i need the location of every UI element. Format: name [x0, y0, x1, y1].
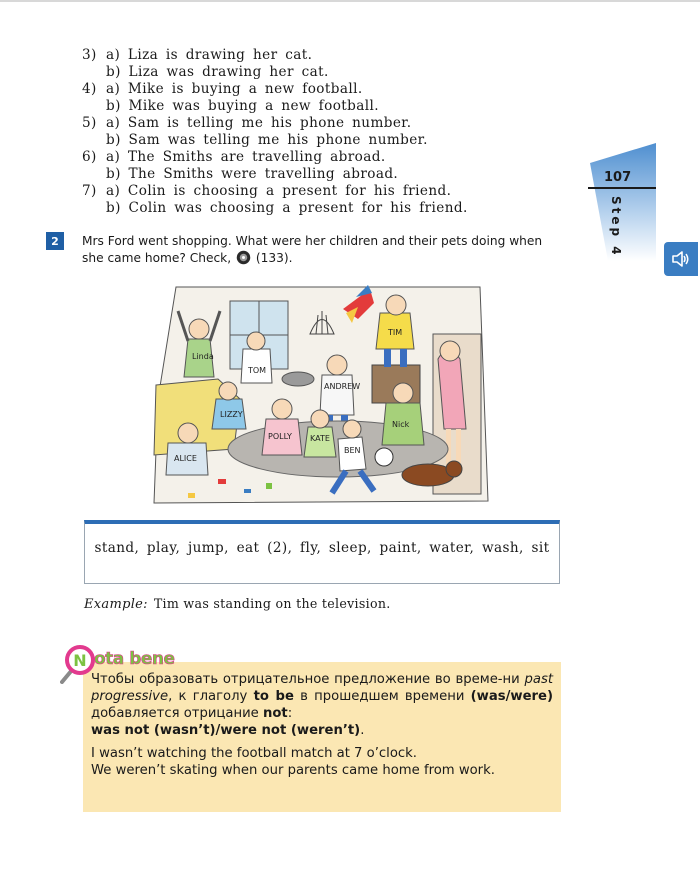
list-item: b) Sam was telling me his phone number. — [106, 132, 428, 148]
divider — [588, 187, 656, 189]
name-tag: BEN — [344, 446, 361, 455]
nota-bene-badge — [60, 640, 200, 684]
list-item: b) Mike was buying a new football. — [106, 98, 379, 114]
page-number: 107 — [604, 170, 632, 185]
speaker-icon — [671, 250, 691, 268]
name-tag: Linda — [192, 352, 214, 361]
list-item: b) The Smiths were travelling abroad. — [106, 166, 399, 182]
example-label: Example: — [84, 597, 148, 612]
example-sentence: I wasn’t watching the football match at 7 o’clock. — [91, 746, 417, 761]
word-box — [84, 520, 560, 584]
nota-bene-badge-text: ota bene — [94, 649, 175, 669]
nota-bene-badge-letter: N — [73, 651, 87, 670]
name-tag: Nick — [392, 420, 410, 429]
list-item: 5) a) Sam is telling me his phone number. — [82, 115, 412, 131]
living-room-illustration — [148, 279, 490, 506]
list-item: b) Liza was drawing her cat. — [106, 64, 329, 80]
grammar-rule: Чтобы образовать отрицательное предложение во време-ни past progressive, к глаголу to be в прошедшем времени (was/were) добавляется отрицание not: was not (wasn’t)/were not (weren’t). — [91, 672, 553, 738]
step-label: Step 4 — [609, 196, 623, 258]
name-tag: TOM — [248, 366, 267, 375]
example-sentence: We weren’t skating when our parents came home from work. — [91, 763, 495, 778]
list-item: b) Colin was choosing a present for his friend. — [106, 200, 468, 216]
word-list: stand, play, jump, eat (2), fly, sleep, paint, water, wash, sit — [94, 540, 550, 556]
name-tag: ANDREW — [324, 382, 361, 391]
audio-button[interactable] — [664, 242, 698, 276]
exercise-1-list — [82, 47, 468, 217]
list-item: 3) a) Liza is drawing her cat. — [82, 47, 313, 63]
name-tag: POLLY — [268, 432, 292, 441]
list-item: 4) a) Mike is buying a new football. — [82, 81, 363, 97]
example-line — [84, 596, 391, 612]
name-tag: TIM — [388, 328, 403, 337]
name-tag: ALICE — [174, 454, 197, 463]
page-top-border — [0, 0, 700, 2]
name-tag: LIZZY — [220, 410, 243, 419]
nota-bene-box — [83, 662, 561, 812]
page-tab — [590, 143, 656, 261]
audio-disc-icon[interactable] — [236, 250, 251, 265]
task-instruction: Mrs Ford went shopping. What were her children and their pets doing when she came home? Check, (133). — [82, 234, 543, 265]
name-tag: KATE — [310, 434, 330, 443]
example-sentence: Tim was standing on the television. — [153, 596, 391, 611]
task-number-badge: 2 — [46, 232, 64, 250]
list-item: 6) a) The Smiths are travelling abroad. — [82, 149, 386, 165]
list-item: 7) a) Colin is choosing a present for his friend. — [82, 183, 452, 199]
